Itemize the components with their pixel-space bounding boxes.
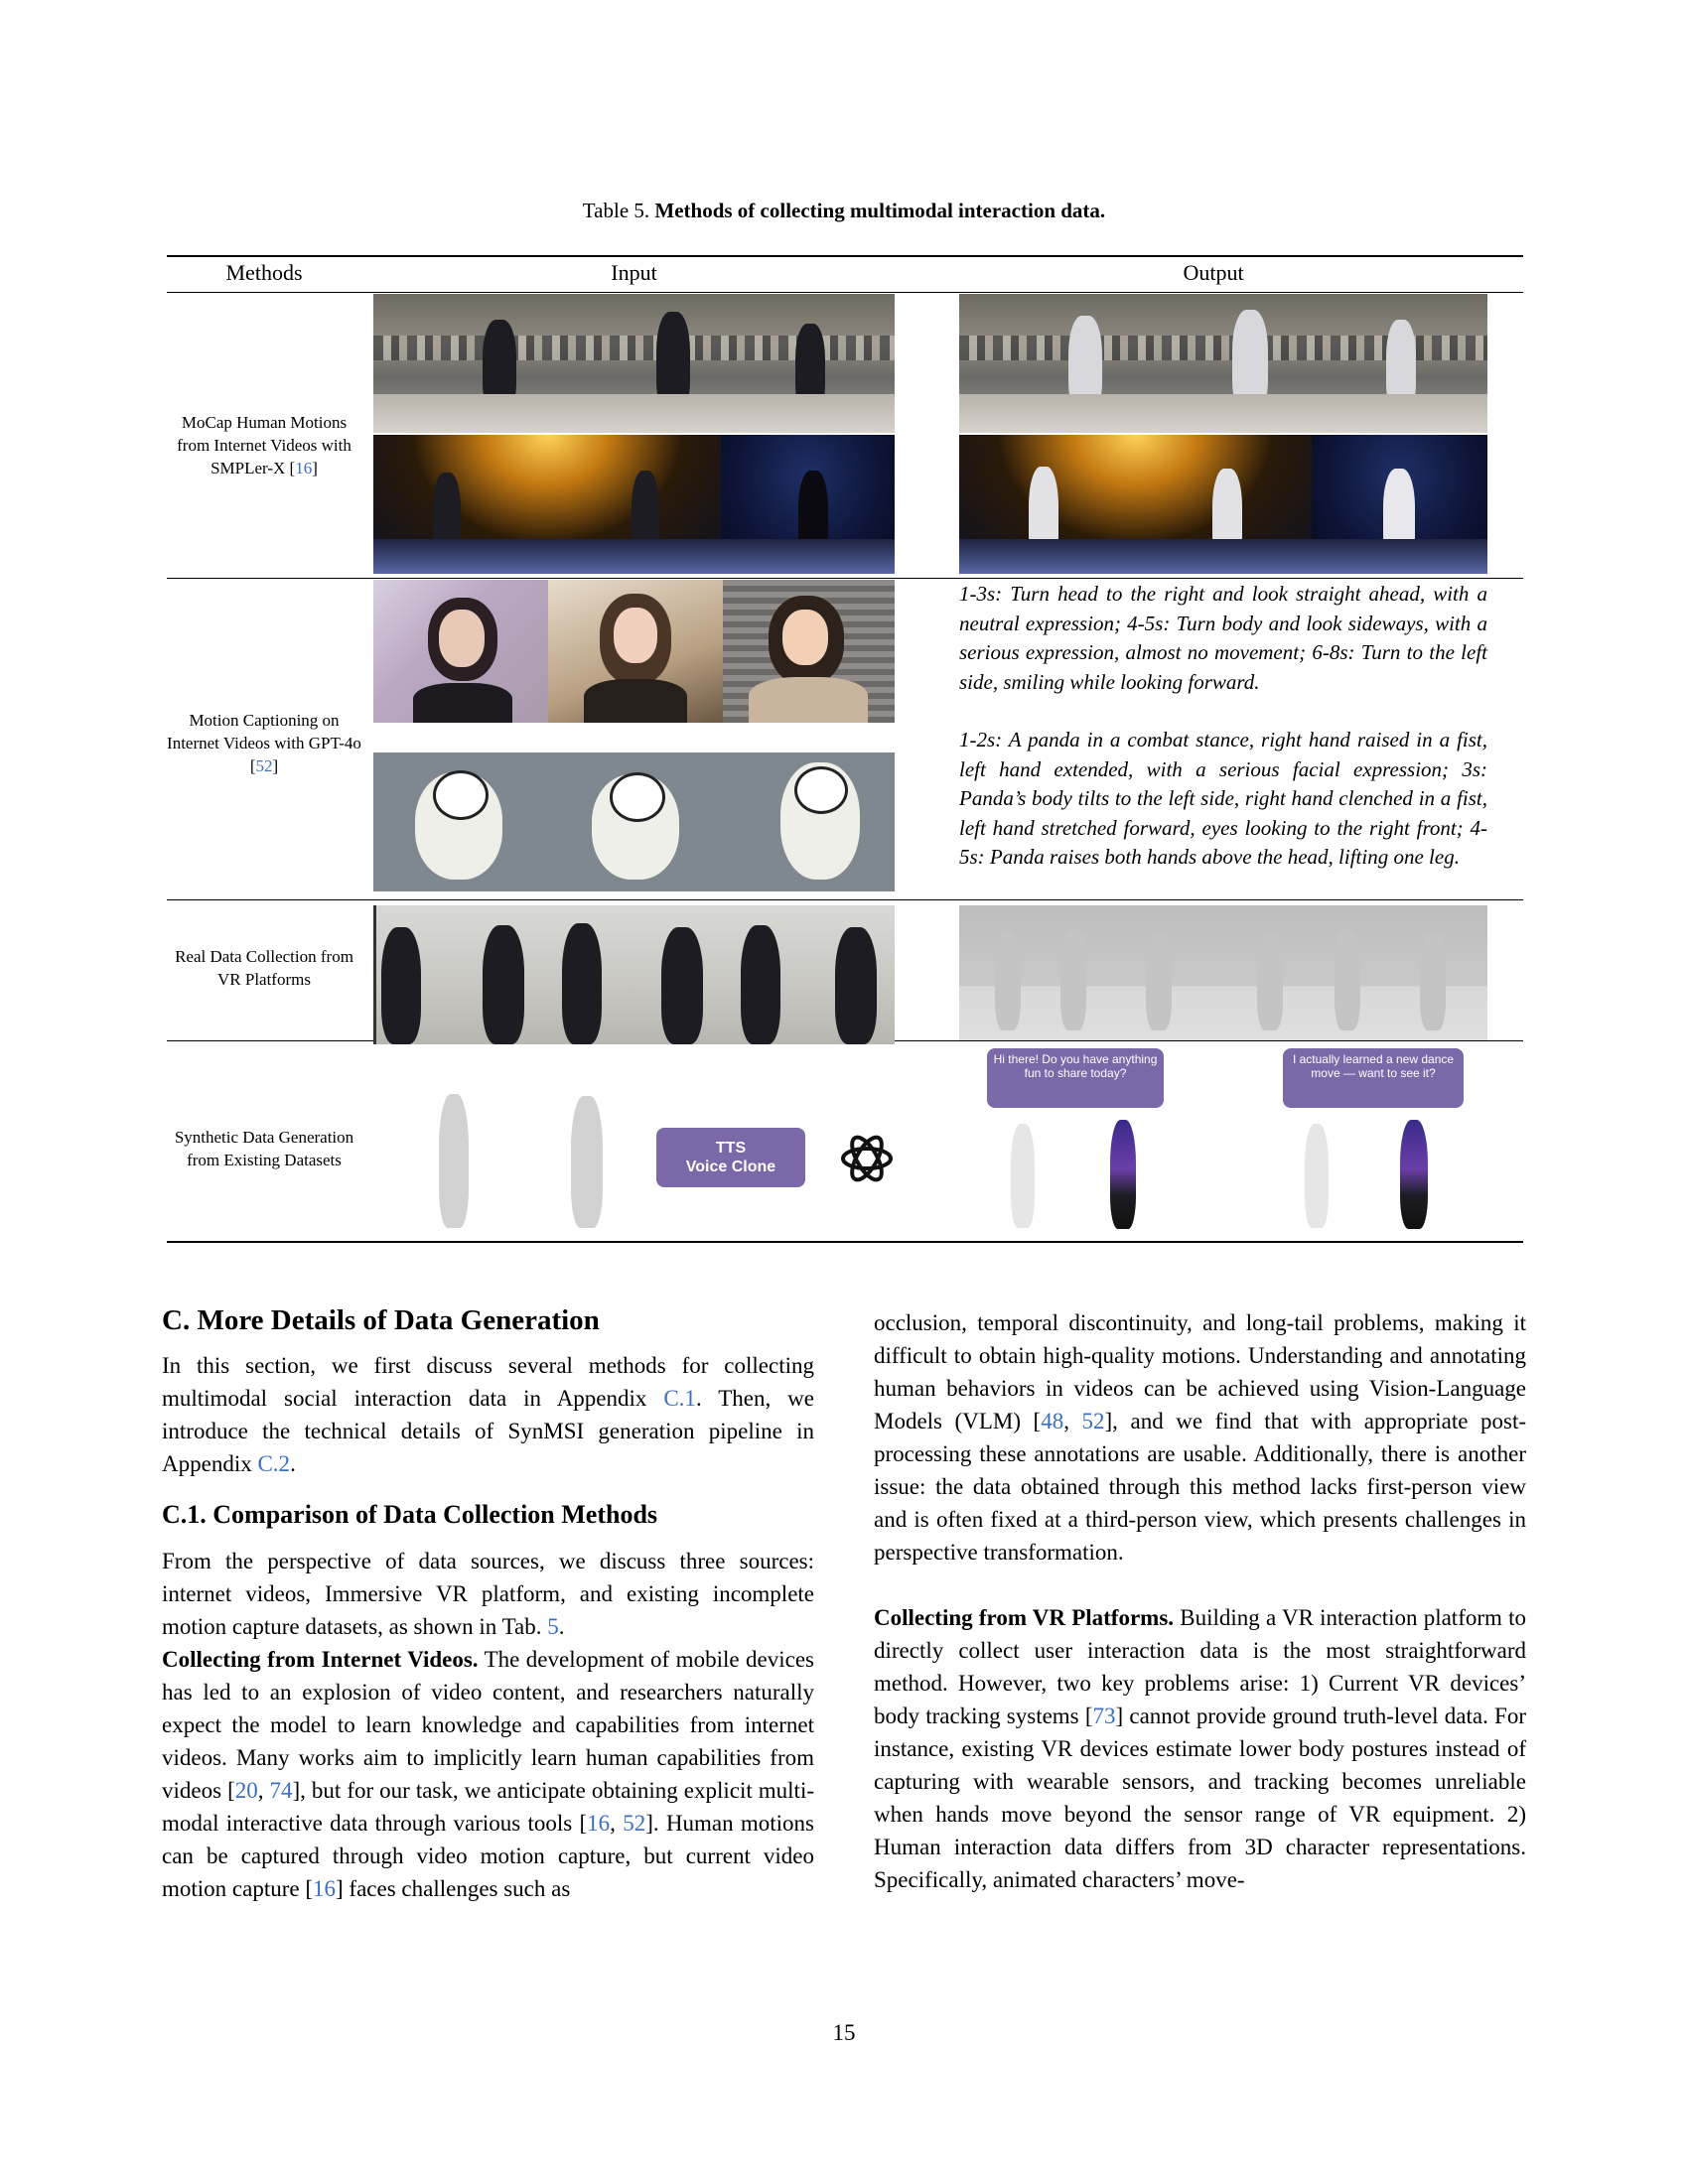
row-vr-method: Real Data Collection from VR Platforms (175, 947, 353, 989)
citation-link[interactable]: 20 (234, 1778, 258, 1803)
text-run: , (257, 1778, 270, 1803)
row-synthetic-method: Synthetic Data Generation from Existing Datasets (174, 1128, 354, 1169)
mesh-figure (1257, 935, 1283, 1030)
face-shape (439, 610, 485, 667)
left-column (162, 1304, 814, 1905)
col-header-output: Output (1183, 260, 1244, 285)
citation-link[interactable]: 52 (1081, 1409, 1105, 1433)
citation-link[interactable]: 16 (313, 1876, 337, 1901)
text-run: . (290, 1451, 296, 1476)
anime-character-figure (1110, 1120, 1136, 1229)
speech-bubble-2: I actually learned a new dance move — want to see it? (1283, 1048, 1464, 1108)
caption-input-portrait-1 (373, 580, 548, 723)
person-figure (483, 925, 524, 1044)
text-run: ], and we find that with appropriate post-processing these annotations are usable. Additionally, there is another issue: the data obtained through this method lacks first-person view and is often fixed at a third-person view, which presents challenges in perspective transformation. (874, 1409, 1526, 1565)
citation-link[interactable]: 48 (1041, 1409, 1064, 1433)
table-caption (0, 199, 1688, 223)
mocap-output-concert-smplx-dark (1312, 435, 1487, 574)
smplx-mesh-figure (1068, 316, 1102, 411)
person-figure (562, 923, 602, 1044)
person-figure (381, 927, 421, 1044)
text-run: ]. Human motions can be captured through video motion capture, but current video motion capture [ (162, 1811, 814, 1901)
text-run: ] faces challenges such as (336, 1876, 571, 1901)
section-title: C. More Details of Data Generation (162, 1304, 600, 1336)
bracket: ] (312, 459, 318, 478)
table-row-rule-2 (167, 899, 1523, 900)
smplx-mesh-figure (1212, 469, 1242, 564)
smplx-mesh-figure (1029, 467, 1058, 564)
smplx-mesh-figure (1232, 310, 1268, 411)
panda-head (794, 766, 848, 814)
caption-input-portrait-3 (723, 580, 895, 723)
citation-link[interactable]: 16 (295, 459, 313, 478)
vr-platforms-paragraph (874, 1601, 1526, 1896)
mesh-figure (1420, 933, 1446, 1030)
vr-output-mesh-render (959, 905, 1487, 1040)
paragraph-heading: Collecting from Internet Videos. (162, 1647, 479, 1672)
anime-character-figure (1400, 1120, 1428, 1229)
performer-figure (632, 471, 659, 564)
tts-label: TTS (715, 1140, 747, 1157)
face-shape (614, 608, 657, 663)
table-row-rule-1 (167, 578, 1523, 579)
speech-bubble-1: Hi there! Do you have anything fun to share today? (987, 1048, 1164, 1108)
synthetic-output-mesh-figure (1305, 1124, 1329, 1228)
synthetic-input-mesh-figure (439, 1094, 469, 1228)
page-number: 15 (832, 2020, 856, 2045)
citation-link[interactable]: 52 (255, 756, 273, 775)
mesh-figure (1146, 933, 1172, 1030)
row-mocap-method-text: MoCap Human Motions from Internet Videos with SMPLer-X [ (177, 413, 352, 478)
text-run: Building a VR interaction platform to directly collect user interaction data is the most straightforward method. However, two key problems arise: 1) Current VR devices’ body tracking systems [ (874, 1605, 1527, 1728)
smplx-mesh-figure (1383, 469, 1415, 564)
table-top-rule (167, 255, 1523, 257)
panda-head (433, 770, 489, 820)
smplx-mesh-figure (1386, 320, 1416, 411)
appendix-link[interactable]: C.2 (257, 1451, 291, 1476)
person-figure (741, 925, 780, 1044)
caption-output-text-2: 1-2s: A panda in a combat stance, right hand raised in a fist, left hand extended, with a serious facial expression; 3s: Panda’s body tilts to the left side, right hand clenched in a fist, left hand stretched forward, eyes looking to the right front; 4-5s: Panda raises both hands above the head, lifting one leg. (959, 728, 1487, 869)
mocap-input-concert-video-dark (721, 435, 895, 574)
mesh-figure (1060, 929, 1086, 1030)
right-column (874, 1306, 1526, 1896)
caption-output-text-1: 1-3s: Turn head to the right and look straight ahead, with a neutral expression; 4-5s: Turn body and look sideways, with a serious expression, almost no movement; 6-8s: Turn to the left side, smiling while looking forward. (959, 582, 1487, 694)
bracket: ] (272, 756, 279, 775)
synthetic-input-mesh-figure (571, 1096, 603, 1228)
table-header-rule (167, 292, 1523, 293)
intro-paragraph (162, 1349, 814, 1480)
person-figure (661, 927, 703, 1044)
table-link[interactable]: 5 (547, 1614, 559, 1639)
row-captioning-method-text: Motion Captioning on Internet Videos with GPT-4o [ (167, 711, 361, 775)
col-header-methods: Methods (225, 260, 303, 285)
citation-link[interactable]: 52 (623, 1811, 646, 1836)
text-run: , (610, 1811, 624, 1836)
table-caption-title: Methods of collecting multimodal interaction data. (654, 199, 1106, 222)
vr-input-capture-photos (373, 905, 895, 1044)
performer-figure (798, 471, 828, 564)
mesh-figure (995, 931, 1021, 1030)
photo-divider (373, 905, 376, 1044)
col-header-input: Input (611, 260, 657, 285)
mocap-input-concert-video (373, 435, 721, 574)
text-run: , (1063, 1409, 1082, 1433)
row-mocap-method (167, 411, 361, 479)
dancer-figure (483, 320, 516, 411)
row-captioning-method (167, 709, 361, 777)
citation-link[interactable]: 74 (269, 1778, 293, 1803)
table-bottom-rule (167, 1241, 1523, 1243)
shoulders-shape (413, 683, 512, 723)
appendix-link[interactable]: C.1 (663, 1386, 696, 1411)
person-figure (835, 927, 877, 1044)
caption-input-panda-animation (373, 752, 895, 891)
text-run: . (558, 1614, 565, 1639)
mocap-output-concert-smplx (959, 435, 1312, 574)
face-shape (782, 610, 828, 665)
text-run: ] cannot provide ground truth-level data. For instance, existing VR devices estimate lower body postures instead of capturing with wearable sensors, and tracking becomes unreliable when hands move beyond the sensor range of VR equipment. 2) Human interaction data differs from 3D character representations. Specifically, animated characters’ move- (874, 1704, 1527, 1892)
paragraph-heading: Collecting from VR Platforms. (874, 1605, 1175, 1630)
text-run: In this section, we first discuss several methods for collecting multimodal social interaction data in Appendix (162, 1353, 814, 1411)
citation-link[interactable]: 73 (1092, 1704, 1116, 1728)
text-run: From the perspective of data sources, we discuss three sources: internet videos, Immersive VR platform, and existing incomplete motion capture datasets, as shown in Tab. (162, 1549, 814, 1639)
caption-input-portrait-2 (548, 580, 723, 723)
text-run: The development of mobile devices has led to an explosion of video content, and researchers naturally expect the model to learn knowledge and capabilities from internet videos. Many works aim to implicitly learn human capabilities from videos [ (162, 1647, 814, 1803)
dancer-figure (656, 312, 690, 411)
text-run: . Then, we introduce the technical details of SynMSI generation pipeline in Appendix (162, 1386, 814, 1476)
performer-figure (433, 473, 461, 564)
internet-videos-paragraph-continued (874, 1306, 1526, 1569)
dancer-figure (795, 324, 825, 411)
panda-head (610, 772, 665, 822)
citation-link[interactable]: 16 (587, 1811, 611, 1836)
mesh-figure (1335, 929, 1360, 1030)
sources-paragraph (162, 1545, 814, 1643)
text-run: ], but for our task, we anticipate obtaining explicit multi-modal interactive data through various tools [ (162, 1778, 814, 1836)
openai-logo-icon (836, 1128, 898, 1189)
subsection-title: C.1. Comparison of Data Collection Methods (162, 1500, 658, 1529)
table-caption-prefix: Table 5. (582, 199, 650, 222)
mocap-output-dance-smplx (959, 294, 1487, 433)
shoulders-shape (584, 679, 687, 723)
internet-videos-paragraph (162, 1643, 814, 1905)
synthetic-output-mesh-figure (1011, 1124, 1035, 1228)
tts-voice-clone-badge (656, 1128, 805, 1187)
coat-shape (749, 677, 868, 723)
voice-clone-label: Voice Clone (685, 1159, 776, 1175)
text-run: occlusion, temporal discontinuity, and long-tail problems, making it difficult to obtain high-quality motions. Understanding and annotating human behaviors in videos can be achieved using Vision-Language Models (VLM) [ (874, 1310, 1526, 1433)
mocap-input-dance-video (373, 294, 895, 433)
